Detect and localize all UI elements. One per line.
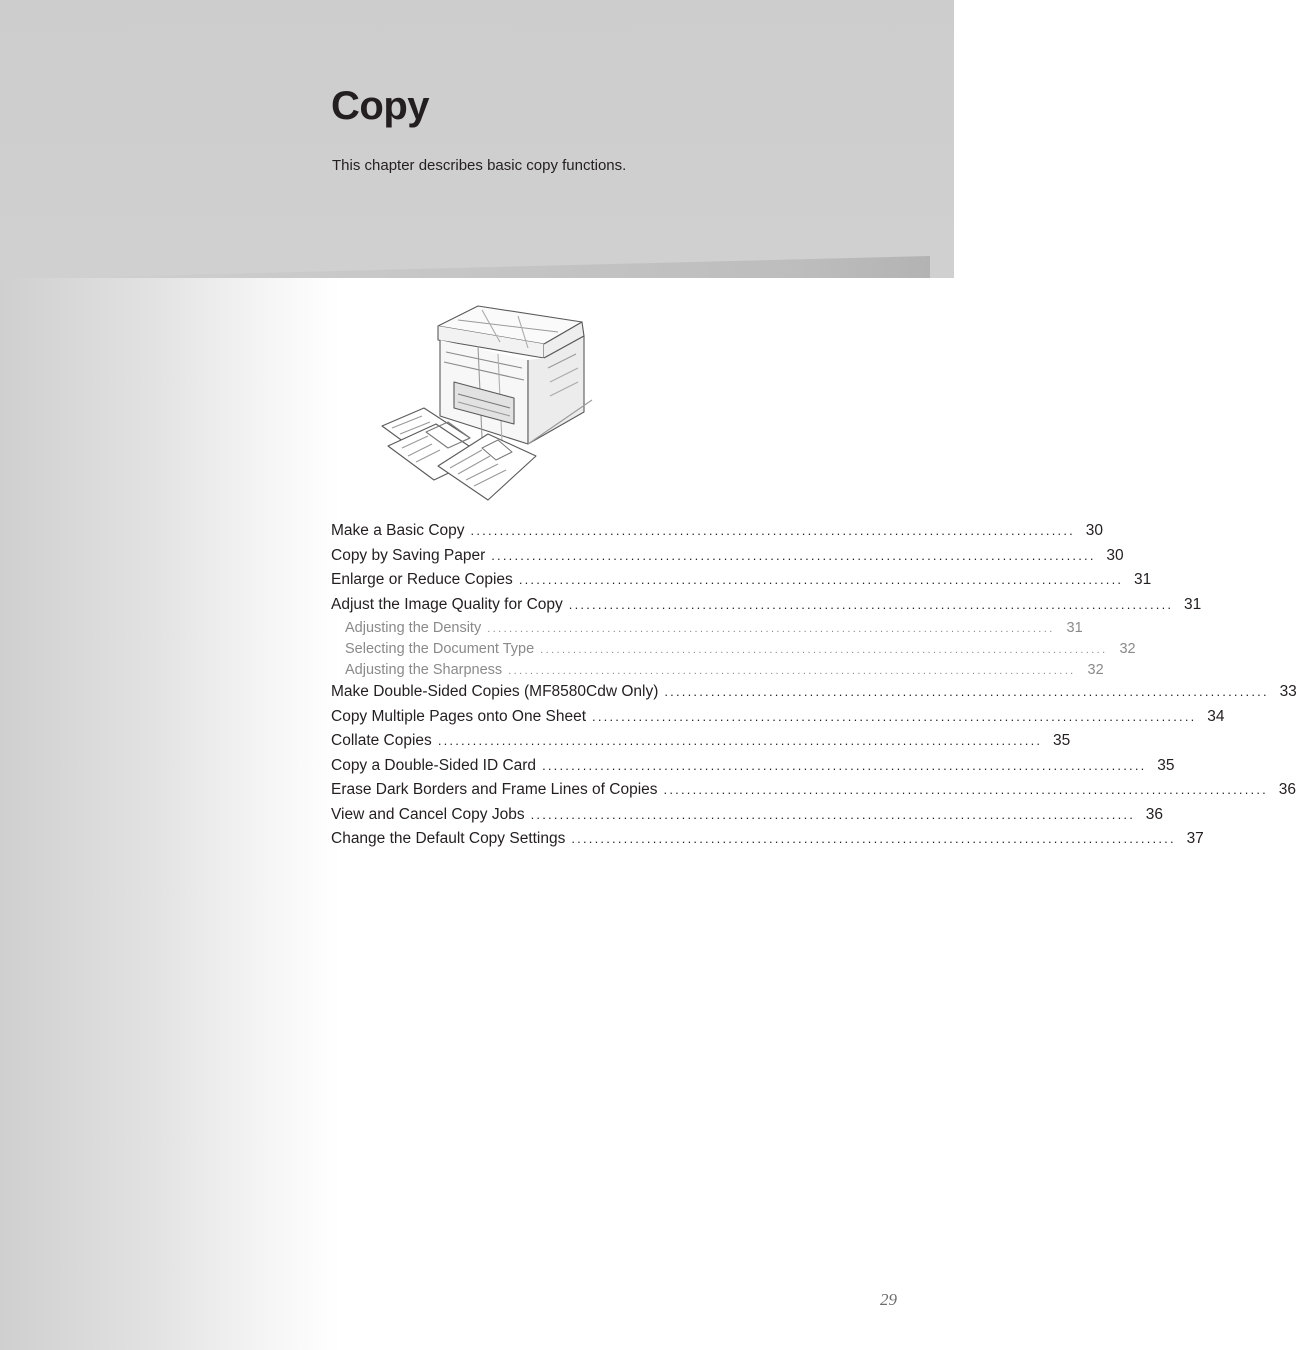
toc-leader: ........................................................................................................ bbox=[437, 733, 1043, 748]
toc-page-number: 37 bbox=[1186, 830, 1204, 847]
toc-page-number: 36 bbox=[1145, 805, 1164, 823]
toc-page-number: 32 bbox=[1087, 662, 1104, 678]
toc-entry-collate-copies[interactable] bbox=[331, 732, 1071, 757]
toc-entry-double-sided-copies[interactable] bbox=[331, 683, 1297, 708]
toc-label: Erase Dark Borders and Frame Lines of Copies bbox=[331, 781, 658, 798]
chapter-description: This chapter describes basic copy functions. bbox=[332, 157, 627, 174]
toc-label: Copy a Double-Sided ID Card bbox=[331, 756, 537, 774]
toc-label: Collate Copies bbox=[331, 732, 432, 749]
toc-label: Selecting the Document Type bbox=[345, 641, 535, 657]
toc-entry-id-card[interactable] bbox=[331, 756, 1175, 782]
toc-page-number: 36 bbox=[1278, 781, 1296, 798]
toc-leader: ........................................................................................................ bbox=[664, 684, 1269, 699]
toc-label: Adjusting the Sharpness bbox=[345, 662, 503, 678]
toc-leader: ........................................................................................................ bbox=[518, 572, 1124, 587]
toc-leader: ........................................................................................................ bbox=[530, 806, 1136, 822]
toc-label: Adjusting the Density bbox=[345, 620, 482, 636]
toc-leader: ........................................................................................................ bbox=[542, 757, 1147, 773]
toc-page-number: 31 bbox=[1183, 595, 1202, 613]
toc-leader: ........................................................................................................ bbox=[508, 665, 1076, 677]
toc-page-number: 34 bbox=[1207, 707, 1225, 725]
toc-leader: ........................................................................................................ bbox=[491, 547, 1096, 563]
toc-leader: ........................................................................................................ bbox=[487, 623, 1055, 635]
toc-entry-multiple-pages-one-sheet[interactable] bbox=[331, 707, 1225, 733]
toc-label: Copy by Saving Paper bbox=[331, 546, 486, 564]
toc-entry-enlarge-reduce[interactable] bbox=[331, 571, 1152, 596]
toc-leader: ........................................................................................................ bbox=[470, 523, 1075, 538]
toc-entry-copy-saving-paper[interactable] bbox=[331, 546, 1124, 572]
toc-page-number: 31 bbox=[1134, 571, 1152, 588]
toc-subentry-sharpness[interactable] bbox=[331, 662, 1104, 683]
toc-label: View and Cancel Copy Jobs bbox=[331, 805, 525, 823]
chapter-title: Copy bbox=[331, 84, 429, 128]
toc-page-number: 30 bbox=[1106, 546, 1124, 564]
toc-page-number: 35 bbox=[1053, 732, 1071, 749]
table-of-contents bbox=[331, 522, 1297, 855]
toc-label: Make Double-Sided Copies (MF8580Cdw Only) bbox=[331, 683, 659, 700]
header-band bbox=[0, 0, 954, 278]
toc-leader: ........................................................................................................ bbox=[568, 596, 1174, 612]
toc-entry-make-basic-copy[interactable] bbox=[331, 522, 1103, 547]
left-gradient-panel bbox=[0, 278, 340, 1350]
toc-leader: ........................................................................................................ bbox=[540, 644, 1108, 656]
toc-entry-adjust-image-quality[interactable] bbox=[331, 595, 1202, 621]
toc-page-number: 32 bbox=[1119, 641, 1136, 657]
toc-label: Make a Basic Copy bbox=[331, 522, 465, 539]
toc-subentry-density[interactable] bbox=[331, 620, 1083, 641]
printer-with-documents-icon bbox=[378, 298, 596, 506]
toc-entry-default-settings[interactable] bbox=[331, 830, 1204, 855]
toc-label: Enlarge or Reduce Copies bbox=[331, 571, 513, 588]
toc-label: Copy Multiple Pages onto One Sheet bbox=[331, 707, 587, 725]
toc-entry-erase-borders[interactable] bbox=[331, 781, 1296, 806]
toc-leader: ........................................................................................................ bbox=[663, 782, 1268, 797]
toc-leader: ........................................................................................................ bbox=[592, 708, 1197, 724]
toc-page-number: 33 bbox=[1279, 683, 1297, 700]
toc-label: Adjust the Image Quality for Copy bbox=[331, 595, 563, 613]
toc-subentry-document-type[interactable] bbox=[331, 641, 1136, 662]
page-number: 29 bbox=[880, 1290, 897, 1309]
toc-entry-view-cancel-jobs[interactable] bbox=[331, 805, 1164, 831]
toc-label: Change the Default Copy Settings bbox=[331, 830, 566, 847]
toc-page-number: 30 bbox=[1085, 522, 1103, 539]
toc-page-number: 35 bbox=[1157, 756, 1175, 774]
toc-page-number: 31 bbox=[1066, 620, 1083, 636]
toc-leader: ........................................................................................................ bbox=[571, 831, 1176, 846]
